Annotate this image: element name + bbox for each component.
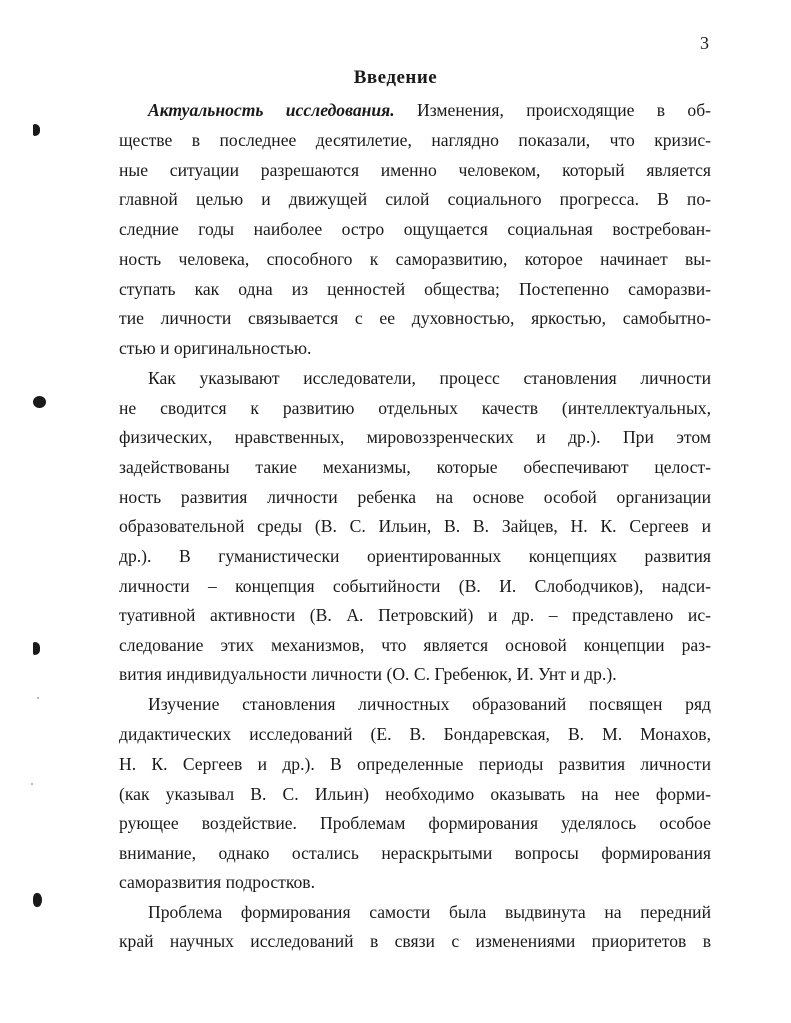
- paragraph-line: Как указывают исследователи, процесс становления личности: [148, 368, 711, 388]
- paragraph-line: физических, нравственных, мировоззренческих и др.). При этом: [119, 427, 711, 447]
- paragraph-line: край научных исследований в связи с изменениями приоритетов в: [119, 931, 711, 951]
- paragraph-line: задействованы такие механизмы, которые обеспечивают целост-: [119, 457, 711, 477]
- paragraph-line: личности – концепция событийности (В. И. Слободчиков), надси-: [119, 576, 711, 596]
- paragraph-line: внимание, однако остались нераскрытыми вопросы формирования: [119, 843, 711, 863]
- paragraph-line: не сводится к развитию отдельных качеств (интеллектуальных,: [119, 398, 711, 418]
- paragraph-line: стью и оригинальностью.: [119, 338, 312, 358]
- paragraph-line: следние годы наиболее остро ощущается социальная востребован-: [119, 219, 711, 239]
- binding-hole-mark: [33, 642, 40, 655]
- paragraph-line: (как указывал В. С. Ильин) необходимо оказывать на нее форми-: [119, 784, 711, 804]
- paragraph-line: следование этих механизмов, что является основой концепции раз-: [119, 635, 711, 655]
- scan-speck: [31, 783, 33, 785]
- page-number: 3: [700, 33, 709, 53]
- paragraph-line: вития индивидуальности личности (О. С. Гребенюк, И. Унт и др.).: [119, 664, 617, 684]
- paragraph-1-line-1: [148, 102, 711, 120]
- paragraph-text: Изменения, происходящие в об-: [394, 100, 712, 120]
- binding-hole-mark: [33, 124, 40, 136]
- paragraph-line: Н. К. Сергеев и др.). В определенные периоды развития личности: [119, 754, 711, 774]
- paragraph-line: тие личности связывается с ее духовностью, яркостью, самобытно-: [119, 308, 711, 328]
- paragraph-line: ность развития личности ребенка на основе особой организации: [119, 487, 711, 507]
- scan-speck: [37, 697, 39, 699]
- binding-hole-mark: [33, 396, 46, 408]
- paragraph-line: Изучение становления личностных образований посвящен ряд: [148, 694, 711, 714]
- paragraph-line: Проблема формирования самости была выдвинута на передний: [148, 902, 711, 922]
- binding-hole-mark: [33, 893, 42, 907]
- paragraph-line: ществе в последнее десятилетие, наглядно показали, что кризис-: [119, 130, 711, 150]
- paragraph-line: главной целью и движущей силой социального прогресса. В по-: [119, 189, 711, 209]
- paragraph-line: дидактических исследований (Е. В. Бондаревская, В. М. Монахов,: [119, 724, 711, 744]
- paragraph-line: ные ситуации разрешаются именно человеком, который является: [119, 160, 711, 180]
- lead-phrase: Актуальность исследования.: [148, 100, 395, 120]
- paragraph-line: туативной активности (В. А. Петровский) и др. – представлено ис-: [119, 605, 711, 625]
- paragraph-line: саморазвития подростков.: [119, 872, 315, 892]
- paragraph-line: рующее воздействие. Проблемам формирования уделялось особое: [119, 813, 711, 833]
- paragraph-line: ступать как одна из ценностей общества; Постепенно саморазви-: [119, 279, 711, 299]
- paragraph-line: ность человека, способного к саморазвитию, которое начинает вы-: [119, 249, 711, 269]
- paragraph-line: образовательной среды (В. С. Ильин, В. В. Зайцев, Н. К. Сергеев и: [119, 516, 711, 536]
- paragraph-line: др.). В гуманистически ориентированных концепциях развития: [119, 546, 711, 566]
- page-title: Введение: [353, 67, 438, 88]
